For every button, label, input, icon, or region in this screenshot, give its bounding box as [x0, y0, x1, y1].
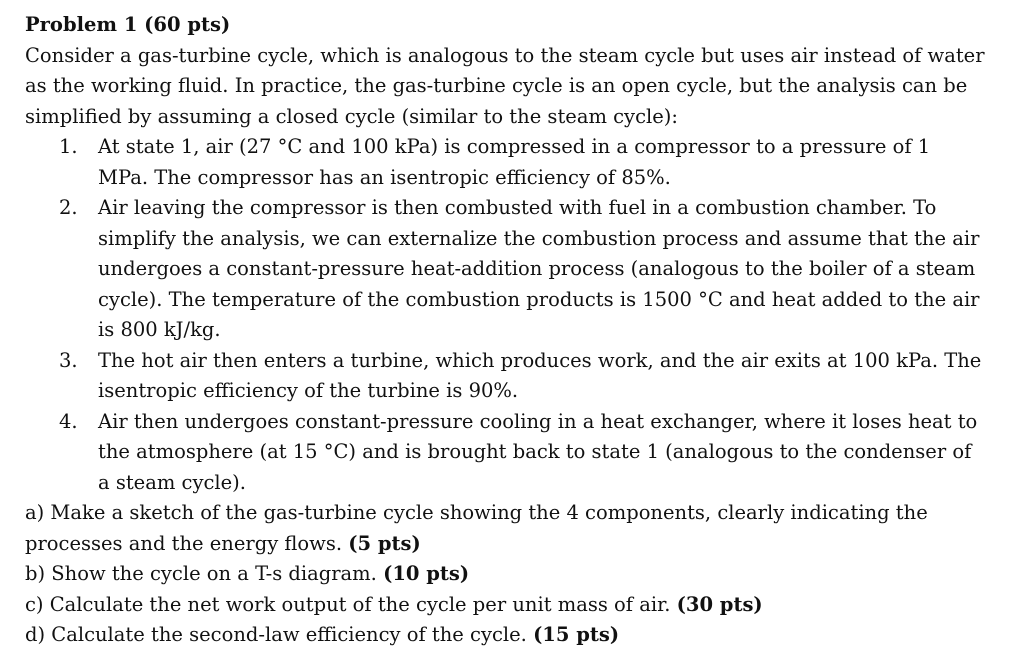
step-text: The hot air then enters a turbine, which produces work, and the air exits at 100 kPa. The isentropic efficiency of the turbine is 90%.: [98, 348, 982, 402]
part-points: (5 pts): [348, 531, 421, 555]
problem-title: Problem 1 (60 pts): [25, 13, 231, 36]
question-part-c: [25, 590, 985, 621]
process-step-3: [25, 346, 985, 407]
step-number: 2.: [59, 196, 78, 219]
part-text: d) Calculate the second-law efficiency of the cycle.: [25, 623, 527, 646]
problem-document: [25, 10, 985, 651]
step-number: 4.: [59, 409, 78, 433]
step-text: Air leaving the compressor is then combusted with fuel in a combustion chamber. To simplify the analysis, we can externalize the combustion process and assume that the air undergoes a constant-pressure heat-addition process (analogous to the boiler of a steam cycle). The temperature of the combustion products is 1500 °C and heat added to the air is 800 kJ/kg.: [98, 196, 980, 341]
process-step-4: [25, 407, 985, 499]
question-part-b: [25, 559, 985, 590]
process-steps-list: [25, 132, 985, 498]
part-text: c) Calculate the net work output of the cycle per unit mass of air.: [25, 592, 671, 616]
problem-intro: Consider a gas-turbine cycle, which is analogous to the steam cycle but uses air instead of water as the working fluid. In practice, the gas-turbine cycle is an open cycle, but the analysis can be simplified by assuming a closed cycle (similar to the steam cycle):: [25, 43, 985, 128]
part-text: a) Make a sketch of the gas-turbine cycle showing the 4 components, clearly indicating the processes and the energy flows.: [25, 501, 928, 555]
part-points: (30 pts): [676, 592, 763, 616]
step-text: Air then undergoes constant-pressure cooling in a heat exchanger, where it loses heat to the atmosphere (at 15 °C) and is brought back to state 1 (analogous to the condenser of a steam cycle).: [98, 409, 978, 494]
part-points: (15 pts): [533, 623, 620, 646]
part-text: b) Show the cycle on a T-s diagram.: [25, 562, 377, 585]
part-points: (10 pts): [383, 562, 470, 585]
process-step-2: [25, 193, 985, 346]
process-step-1: [25, 132, 985, 193]
question-part-d: [25, 620, 985, 651]
question-part-a: [25, 498, 985, 559]
step-number: 3.: [59, 348, 78, 372]
step-number: 1.: [59, 135, 78, 158]
step-text: At state 1, air (27 °C and 100 kPa) is compressed in a compressor to a pressure of 1 MPa. The compressor has an isentropic efficiency of 85%.: [98, 135, 931, 189]
